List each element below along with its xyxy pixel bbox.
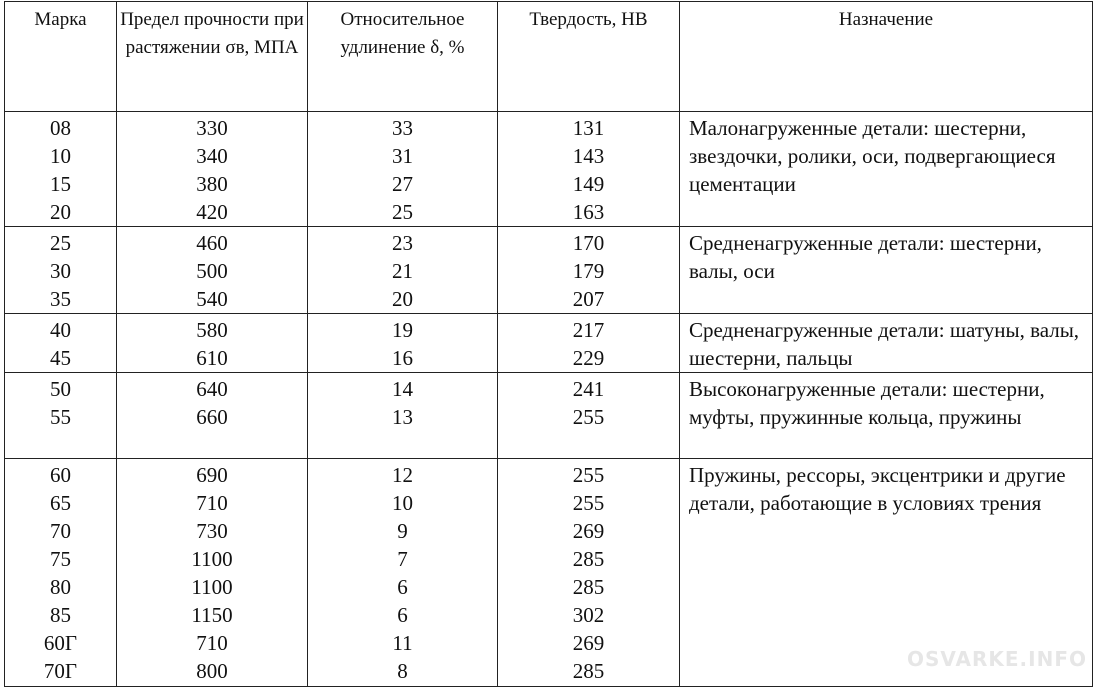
grade-cell bbox=[5, 227, 117, 314]
strength-cell bbox=[117, 227, 308, 314]
elongation-value: 14 bbox=[392, 377, 413, 401]
grade-value: 60Г bbox=[43, 631, 78, 655]
hardness-value: 143 bbox=[572, 144, 605, 168]
elongation-cell bbox=[308, 314, 498, 373]
grade-value: 30 bbox=[50, 259, 71, 283]
strength-value: 610 bbox=[196, 346, 228, 370]
hardness-value: 163 bbox=[572, 200, 605, 224]
elongation-value: 7 bbox=[397, 547, 408, 571]
elongation-cell bbox=[308, 112, 498, 227]
strength-value: 1150 bbox=[191, 603, 233, 627]
grade-value: 60 bbox=[50, 463, 71, 487]
strength-value: 340 bbox=[196, 144, 228, 168]
hardness-cell bbox=[498, 459, 680, 687]
hardness-value: 285 bbox=[572, 575, 605, 599]
strength-value: 580 bbox=[196, 318, 228, 342]
elongation-value: 23 bbox=[392, 231, 413, 255]
elongation-value: 21 bbox=[392, 259, 413, 283]
header-row bbox=[5, 2, 1093, 112]
purpose-cell: Малонагруженные детали: шестерни, звездочки, ролики, оси, подвергающиеся цементации bbox=[680, 112, 1093, 227]
grade-value: 50 bbox=[50, 377, 71, 401]
purpose-cell: Пружины, рессоры, эксцентрики и другие детали, работающие в условиях трения bbox=[680, 459, 1093, 687]
strength-value: 420 bbox=[196, 200, 228, 224]
purpose-cell: Средненагруженные детали: шестерни, валы, оси bbox=[680, 227, 1093, 314]
hardness-value: 269 bbox=[572, 631, 605, 655]
strength-cell bbox=[117, 459, 308, 687]
grade-value: 70 bbox=[50, 519, 71, 543]
grade-value: 25 bbox=[50, 231, 71, 255]
hardness-value: 217 bbox=[572, 318, 605, 342]
grade-cell bbox=[5, 373, 117, 459]
hardness-value: 302 bbox=[572, 603, 605, 627]
grade-value: 85 bbox=[50, 603, 71, 627]
strength-value: 710 bbox=[196, 491, 228, 515]
elongation-value: 19 bbox=[392, 318, 413, 342]
strength-cell bbox=[117, 373, 308, 459]
hardness-value: 170 bbox=[572, 231, 605, 255]
elongation-value: 33 bbox=[392, 116, 413, 140]
strength-value: 380 bbox=[196, 172, 228, 196]
hardness-value: 285 bbox=[572, 547, 605, 571]
elongation-value: 31 bbox=[392, 144, 413, 168]
hardness-cell bbox=[498, 314, 680, 373]
grade-cell bbox=[5, 112, 117, 227]
strength-value: 800 bbox=[196, 659, 228, 683]
elongation-value: 6 bbox=[397, 575, 408, 599]
elongation-value: 13 bbox=[392, 405, 413, 429]
grade-value: 35 bbox=[50, 287, 71, 311]
strength-value: 330 bbox=[196, 116, 228, 140]
elongation-value: 16 bbox=[392, 346, 413, 370]
elongation-cell bbox=[308, 373, 498, 459]
grade-value: 45 bbox=[50, 346, 71, 370]
elongation-cell bbox=[308, 459, 498, 687]
grade-value: 55 bbox=[50, 405, 71, 429]
hardness-value: 255 bbox=[572, 405, 605, 429]
watermark: OSVARKE.INFO bbox=[906, 647, 1087, 671]
hardness-value: 131 bbox=[572, 116, 605, 140]
header-purpose: Назначение bbox=[680, 2, 1093, 112]
elongation-value: 9 bbox=[397, 519, 408, 543]
elongation-value: 8 bbox=[397, 659, 408, 683]
elongation-value: 12 bbox=[392, 463, 413, 487]
table-row bbox=[5, 112, 1093, 227]
purpose-cell: Средненагруженные детали: шатуны, валы, шестерни, пальцы bbox=[680, 314, 1093, 373]
elongation-cell bbox=[308, 227, 498, 314]
header-elongation: Относительное удлинение δ, % bbox=[308, 2, 498, 112]
strength-cell bbox=[117, 314, 308, 373]
strength-value: 640 bbox=[196, 377, 228, 401]
grade-value: 15 bbox=[50, 172, 71, 196]
strength-cell bbox=[117, 112, 308, 227]
hardness-value: 241 bbox=[572, 377, 605, 401]
hardness-value: 269 bbox=[572, 519, 605, 543]
hardness-cell bbox=[498, 227, 680, 314]
hardness-cell bbox=[498, 373, 680, 459]
steel-grades-table bbox=[4, 1, 1093, 687]
strength-value: 540 bbox=[196, 287, 228, 311]
header-grade: Марка bbox=[5, 2, 117, 112]
grade-cell bbox=[5, 314, 117, 373]
elongation-value: 10 bbox=[392, 491, 413, 515]
grade-value: 70Г bbox=[43, 659, 78, 683]
grade-value: 65 bbox=[50, 491, 71, 515]
strength-value: 1100 bbox=[191, 547, 233, 571]
header-strength: Предел прочности при растяжении σв, МПА bbox=[117, 2, 308, 112]
header-hardness: Твердость, НВ bbox=[498, 2, 680, 112]
hardness-cell bbox=[498, 112, 680, 227]
elongation-value: 6 bbox=[397, 603, 408, 627]
elongation-value: 20 bbox=[392, 287, 413, 311]
elongation-value: 27 bbox=[392, 172, 413, 196]
grade-value: 08 bbox=[50, 116, 71, 140]
hardness-value: 255 bbox=[572, 491, 605, 515]
hardness-value: 255 bbox=[572, 463, 605, 487]
hardness-value: 207 bbox=[572, 287, 605, 311]
strength-value: 730 bbox=[196, 519, 228, 543]
strength-value: 1100 bbox=[191, 575, 233, 599]
hardness-value: 179 bbox=[572, 259, 605, 283]
strength-value: 500 bbox=[196, 259, 228, 283]
hardness-value: 149 bbox=[572, 172, 605, 196]
grade-value: 75 bbox=[50, 547, 71, 571]
purpose-cell: Высоконагруженные детали: шестерни, муфты, пружинные кольца, пружины bbox=[680, 373, 1093, 459]
table-row bbox=[5, 227, 1093, 314]
grade-value: 10 bbox=[50, 144, 71, 168]
table-row bbox=[5, 373, 1093, 459]
hardness-value: 229 bbox=[572, 346, 605, 370]
strength-value: 660 bbox=[196, 405, 228, 429]
table-row bbox=[5, 314, 1093, 373]
grade-value: 80 bbox=[50, 575, 71, 599]
elongation-value: 25 bbox=[392, 200, 413, 224]
grade-value: 20 bbox=[50, 200, 71, 224]
strength-value: 690 bbox=[196, 463, 228, 487]
strength-value: 710 bbox=[196, 631, 228, 655]
hardness-value: 285 bbox=[572, 659, 605, 683]
grade-value: 40 bbox=[50, 318, 71, 342]
elongation-value: 11 bbox=[392, 631, 413, 655]
grade-cell bbox=[5, 459, 117, 687]
strength-value: 460 bbox=[196, 231, 228, 255]
